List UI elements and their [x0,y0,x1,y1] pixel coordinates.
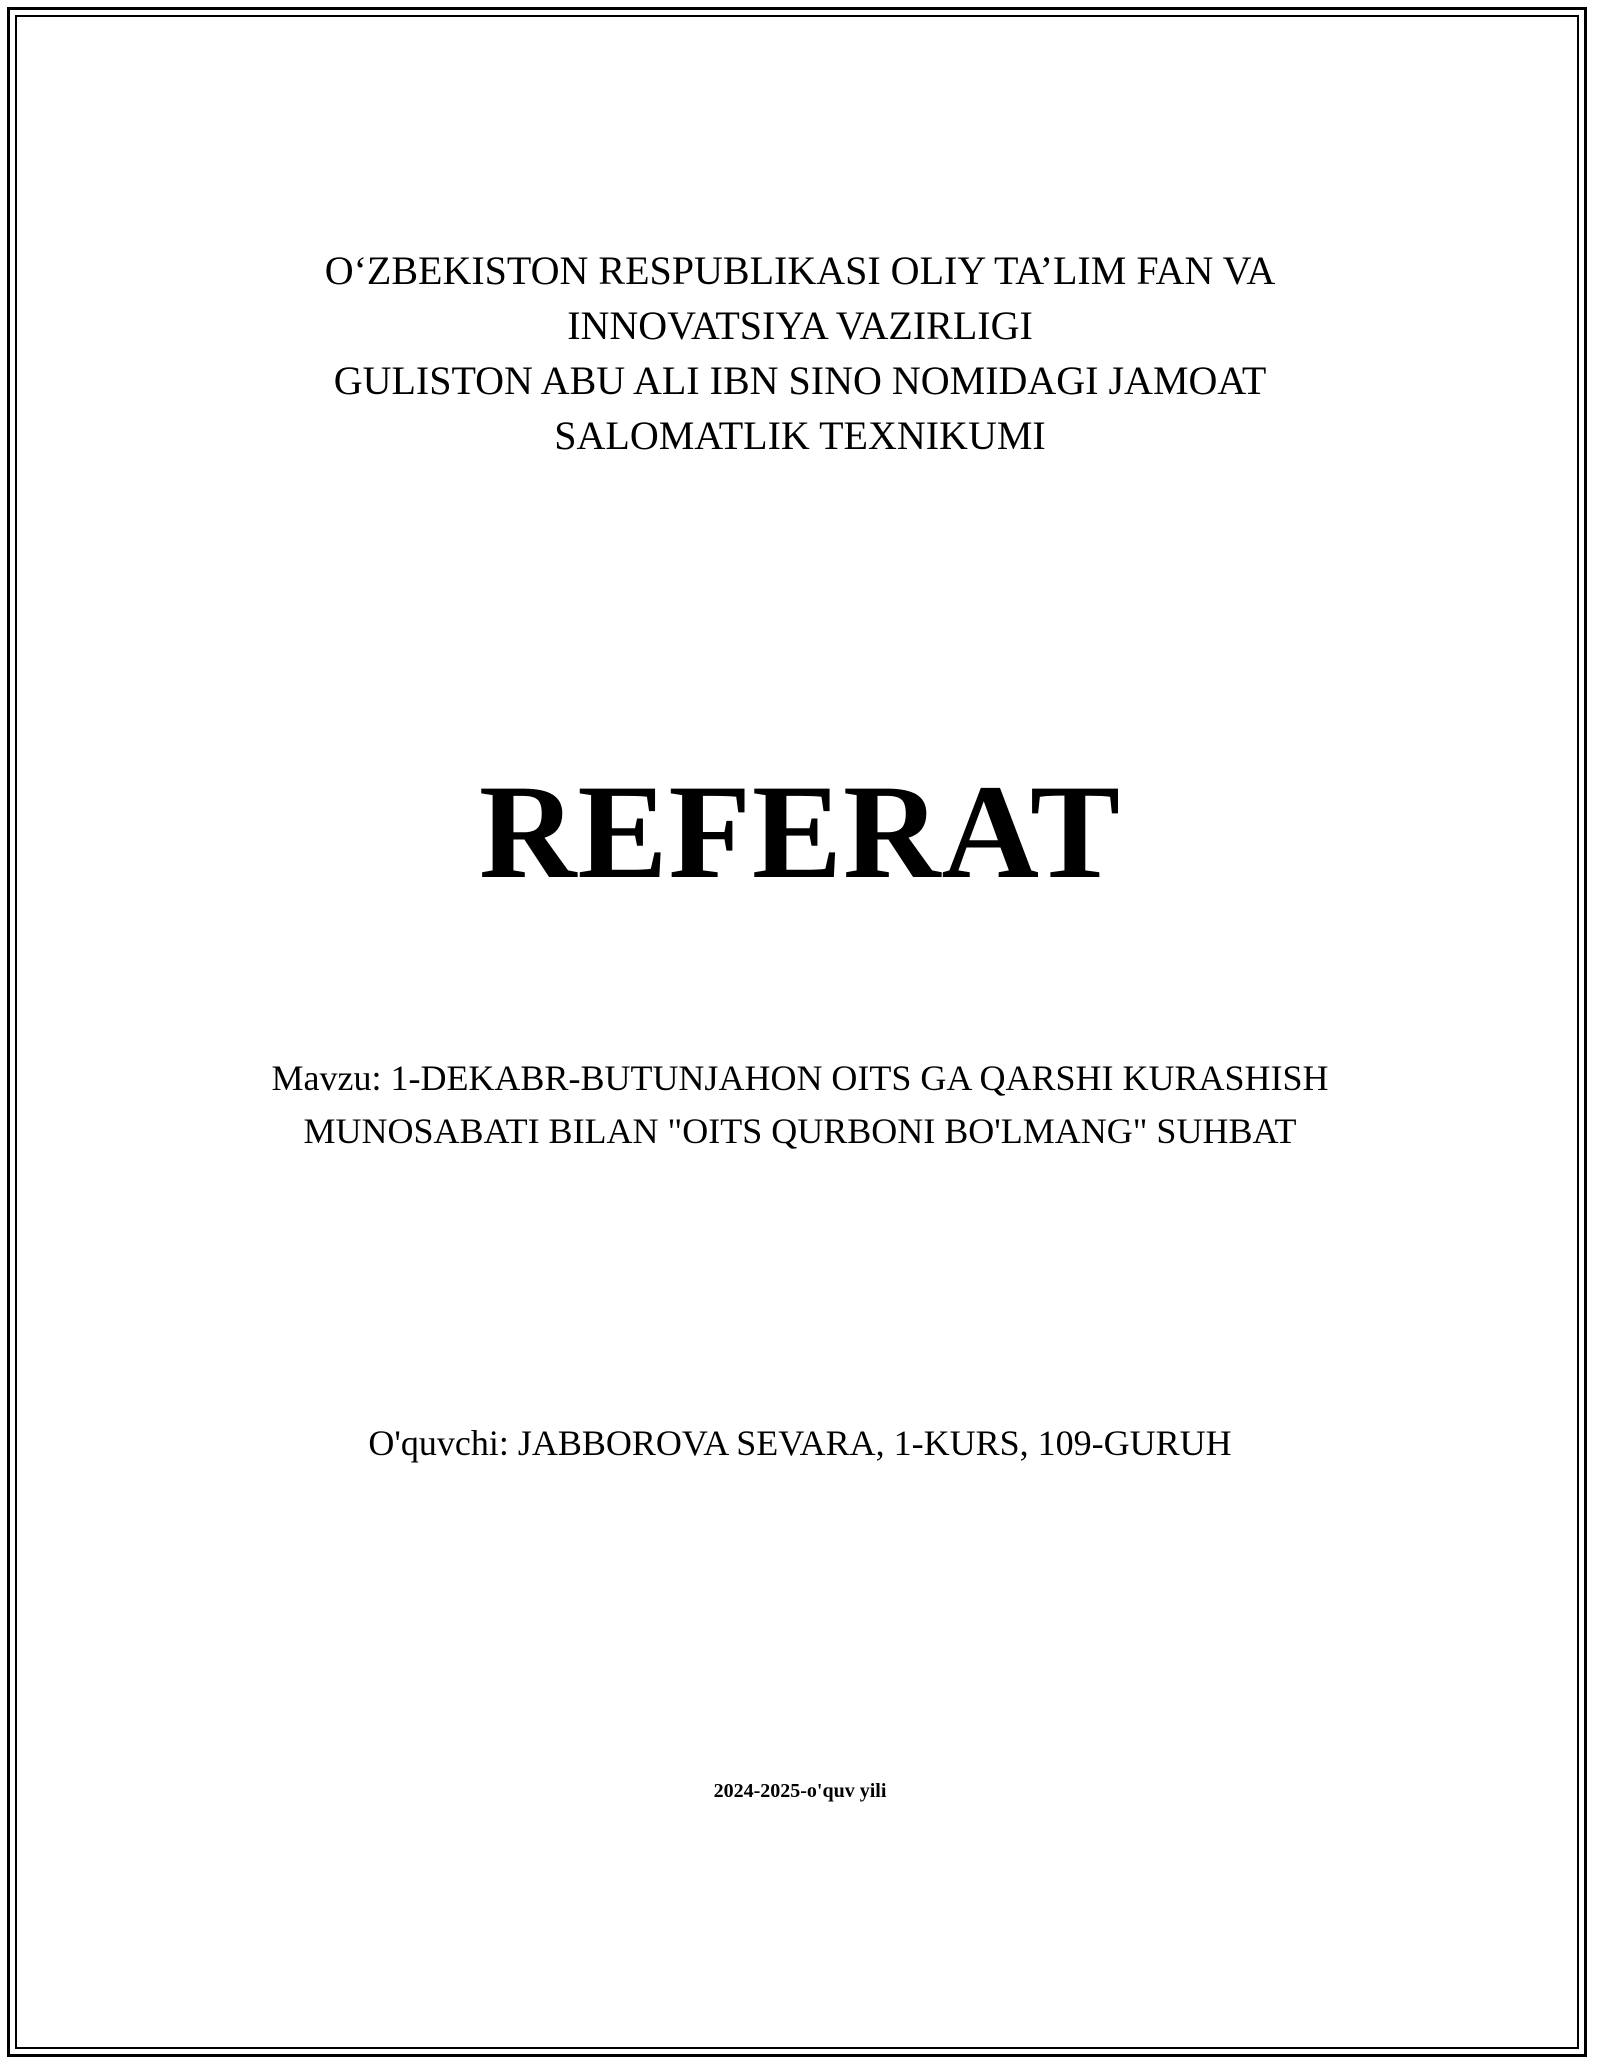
header-line-ministry-cont: INNOVATSIYA VAZIRLIGI [567,303,1033,348]
topic [0,1052,1600,1158]
document-title: REFERAT [478,758,1122,907]
institution-header [0,243,1600,463]
header-line-ministry: O‘ZBEKISTON RESPUBLIKASI OLIY TA’LIM FAN VA [324,248,1276,293]
header-line-institution-cont: SALOMATLIK TEXNIKUMI [554,413,1046,458]
topic-line-1: Mavzu: 1-DEKABR-BUTUNJAHON OITS GA QARSHI KURASHISH [271,1058,1329,1098]
header-line-institution: GULISTON ABU ALI IBN SINO NOMIDAGI JAMOAT [333,358,1267,403]
topic-line-2: MUNOSABATI BILAN "OITS QURBONI BO'LMANG" SUHBAT [303,1111,1297,1151]
academic-year: 2024-2025-o'quv yili [713,1780,887,1802]
student-info: O'quvchi: JABBOROVA SEVARA, 1-KURS, 109-GURUH [368,1423,1232,1463]
